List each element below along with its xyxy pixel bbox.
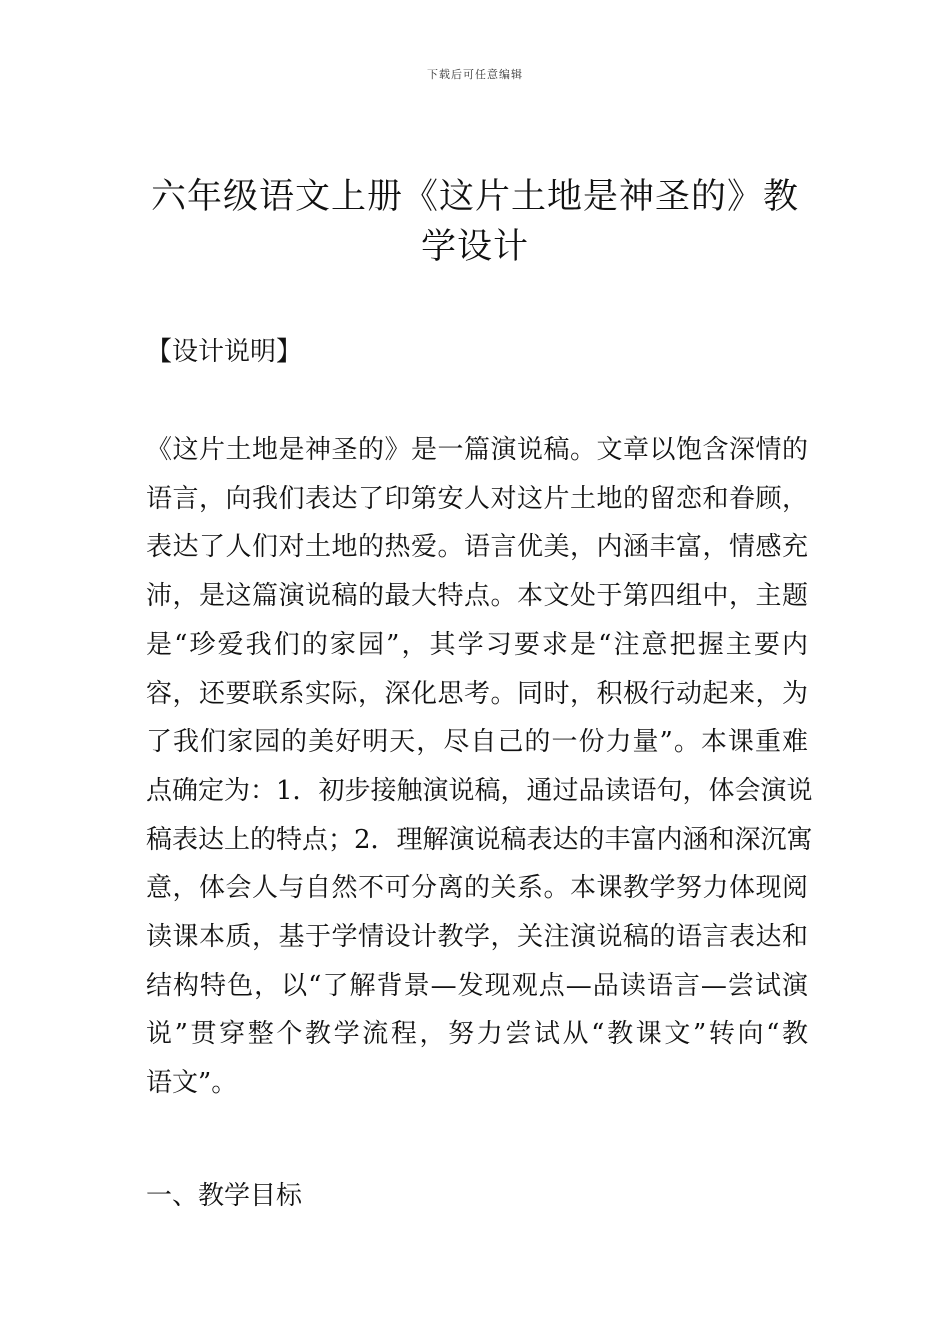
- paragraph-line: 语文”。: [146, 1068, 238, 1099]
- paragraph-line: 容，还要联系实际，深化思考。同时，积极行动起来，为: [146, 678, 808, 709]
- paragraph-line: 是“珍爱我们的家园”，其学习要求是“注意把握主要内: [146, 629, 808, 660]
- header-note: 下载后可任意编辑: [427, 68, 523, 81]
- design-notes-paragraph: [146, 426, 813, 1108]
- paragraph-line: 《这片土地是神圣的》是一篇演说稿。文章以饱含深情的: [146, 435, 808, 465]
- paragraph-line: 意，体会人与自然不可分离的关系。本课教学努力体现阅: [146, 873, 808, 904]
- paragraph-line: 读课本质，基于学情设计教学，关注演说稿的语言表达和: [146, 922, 808, 953]
- title-line-2: 学设计: [420, 227, 529, 267]
- design-notes-heading: 【设计说明】: [146, 337, 303, 367]
- teaching-goals-heading: 一、教学目标: [146, 1181, 303, 1211]
- paragraph-line: 说”贯穿整个教学流程，努力尝试从“教课文”转向“教: [146, 1019, 808, 1050]
- title-line-1: 六年级语文上册《这片土地是神圣的》教: [150, 177, 799, 217]
- paragraph-line: 了我们家园的美好明天，尽自己的一份力量”。本课重难: [146, 727, 808, 758]
- paragraph-line: 结构特色，以“了解背景—发现观点—品读语言—尝试演: [146, 970, 808, 1001]
- paragraph-line: 稿表达上的特点；2．理解演说稿表达的丰富内涵和深沉寓: [146, 824, 813, 855]
- paragraph-line: 表达了人们对土地的热爱。语言优美，内涵丰富，情感充: [146, 532, 808, 563]
- paragraph-line: 沛，是这篇演说稿的最大特点。本文处于第四组中，主题: [146, 581, 808, 612]
- document-title: [145, 172, 805, 272]
- paragraph-line: 语言，向我们表达了印第安人对这片土地的留恋和眷顾，: [146, 483, 808, 514]
- paragraph-line: 点确定为：1．初步接触演说稿，通过品读语句，体会演说: [146, 775, 813, 806]
